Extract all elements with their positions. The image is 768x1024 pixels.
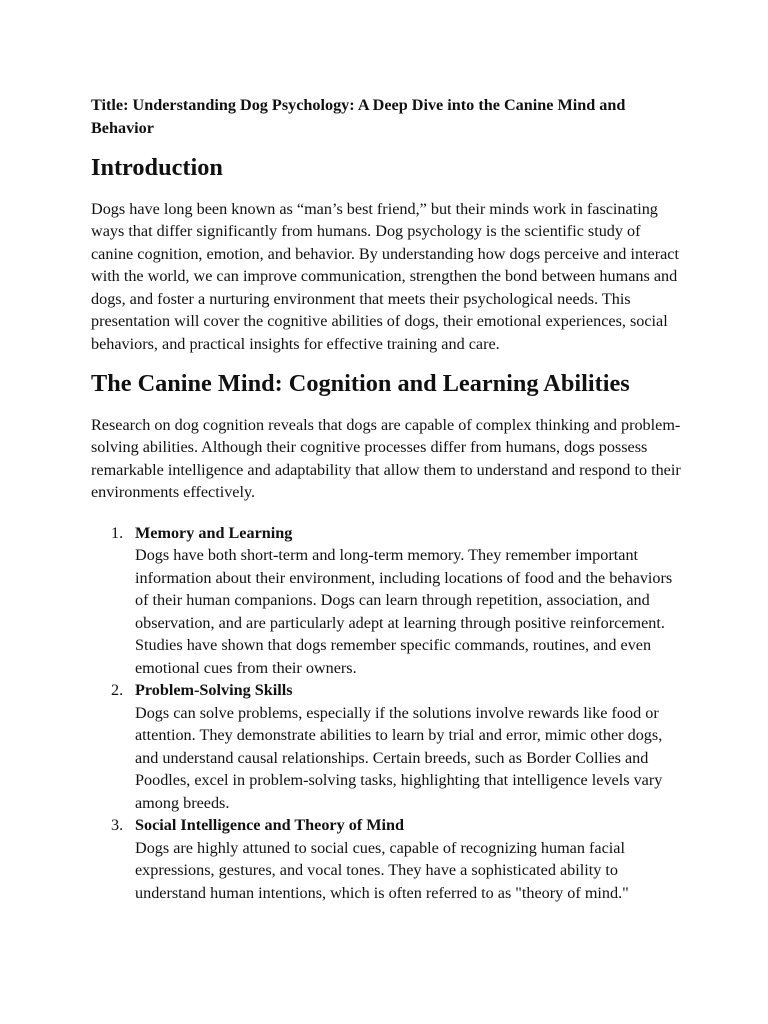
list-item-problem-solving [91,679,681,814]
list-item-text: Dogs can solve problems, especially if the solutions involve rewards like food or attention. They demonstrate abilities to learn by trial and error, mimic other dogs, and understand causal relationships. Certain breeds, such as Border Collies and Poodles, excel in problem-solving tasks, highlighting that intelligence levels vary among breeds. [135,703,663,812]
list-item-number: 1. [111,523,124,542]
list-item-text: Dogs have both short-term and long-term memory. They remember important information about their environment, including locations of food and the behaviors of their human companions. Dogs can learn through repetition, association, and observation, and are particularly adept at learning through positive reinforcement. Studies have shown that dogs remember specific commands, routines, and even emotional cues from their owners. [135,546,673,677]
list-item-text: Dogs are highly attuned to social cues, capable of recognizing human facial expressions, gestures, and vocal tones. They have a sophisticated ability to understand human intentions, which is often referred to as "theory of mind." [135,838,629,902]
document-title: Title: Understanding Dog Psychology: A Deep Dive into the Canine Mind and Behavior [91,96,626,137]
list-item-title: Social Intelligence and Theory of Mind [135,816,405,834]
section-heading-canine-mind: The Canine Mind: Cognition and Learning Abilities [91,370,630,397]
introduction-paragraph: Dogs have long been known as “man’s best friend,” but their minds work in fascinating ways that differ significantly from humans. Dog psychology is the scientific study of canine cognition, emotion, and behavior. By understanding how dogs perceive and interact with the world, we can improve communication, strengthen the bond between humans and dogs, and foster a nurturing environment that meets their psychological needs. This presentation will cover the cognitive abilities of dogs, their emotional experiences, social behaviors, and practical insights for effective training and care. [91,199,679,353]
list-item-number: 3. [111,816,124,834]
list-item-memory [91,522,681,680]
list-item-social-intelligence [91,814,681,904]
section-heading-introduction: Introduction [91,154,223,181]
canine-mind-paragraph: Research on dog cognition reveals that dogs are capable of complex thinking and problem-solving abilities. Although their cognitive processes differ from humans, dogs possess remarkable intelligence and adaptability that allow them to understand and respond to their environments effectively. [91,415,681,501]
list-item-title: Problem-Solving Skills [135,681,293,699]
cognition-numbered-list [91,522,680,905]
list-item-number: 2. [111,681,124,699]
list-item-title: Memory and Learning [135,523,293,542]
